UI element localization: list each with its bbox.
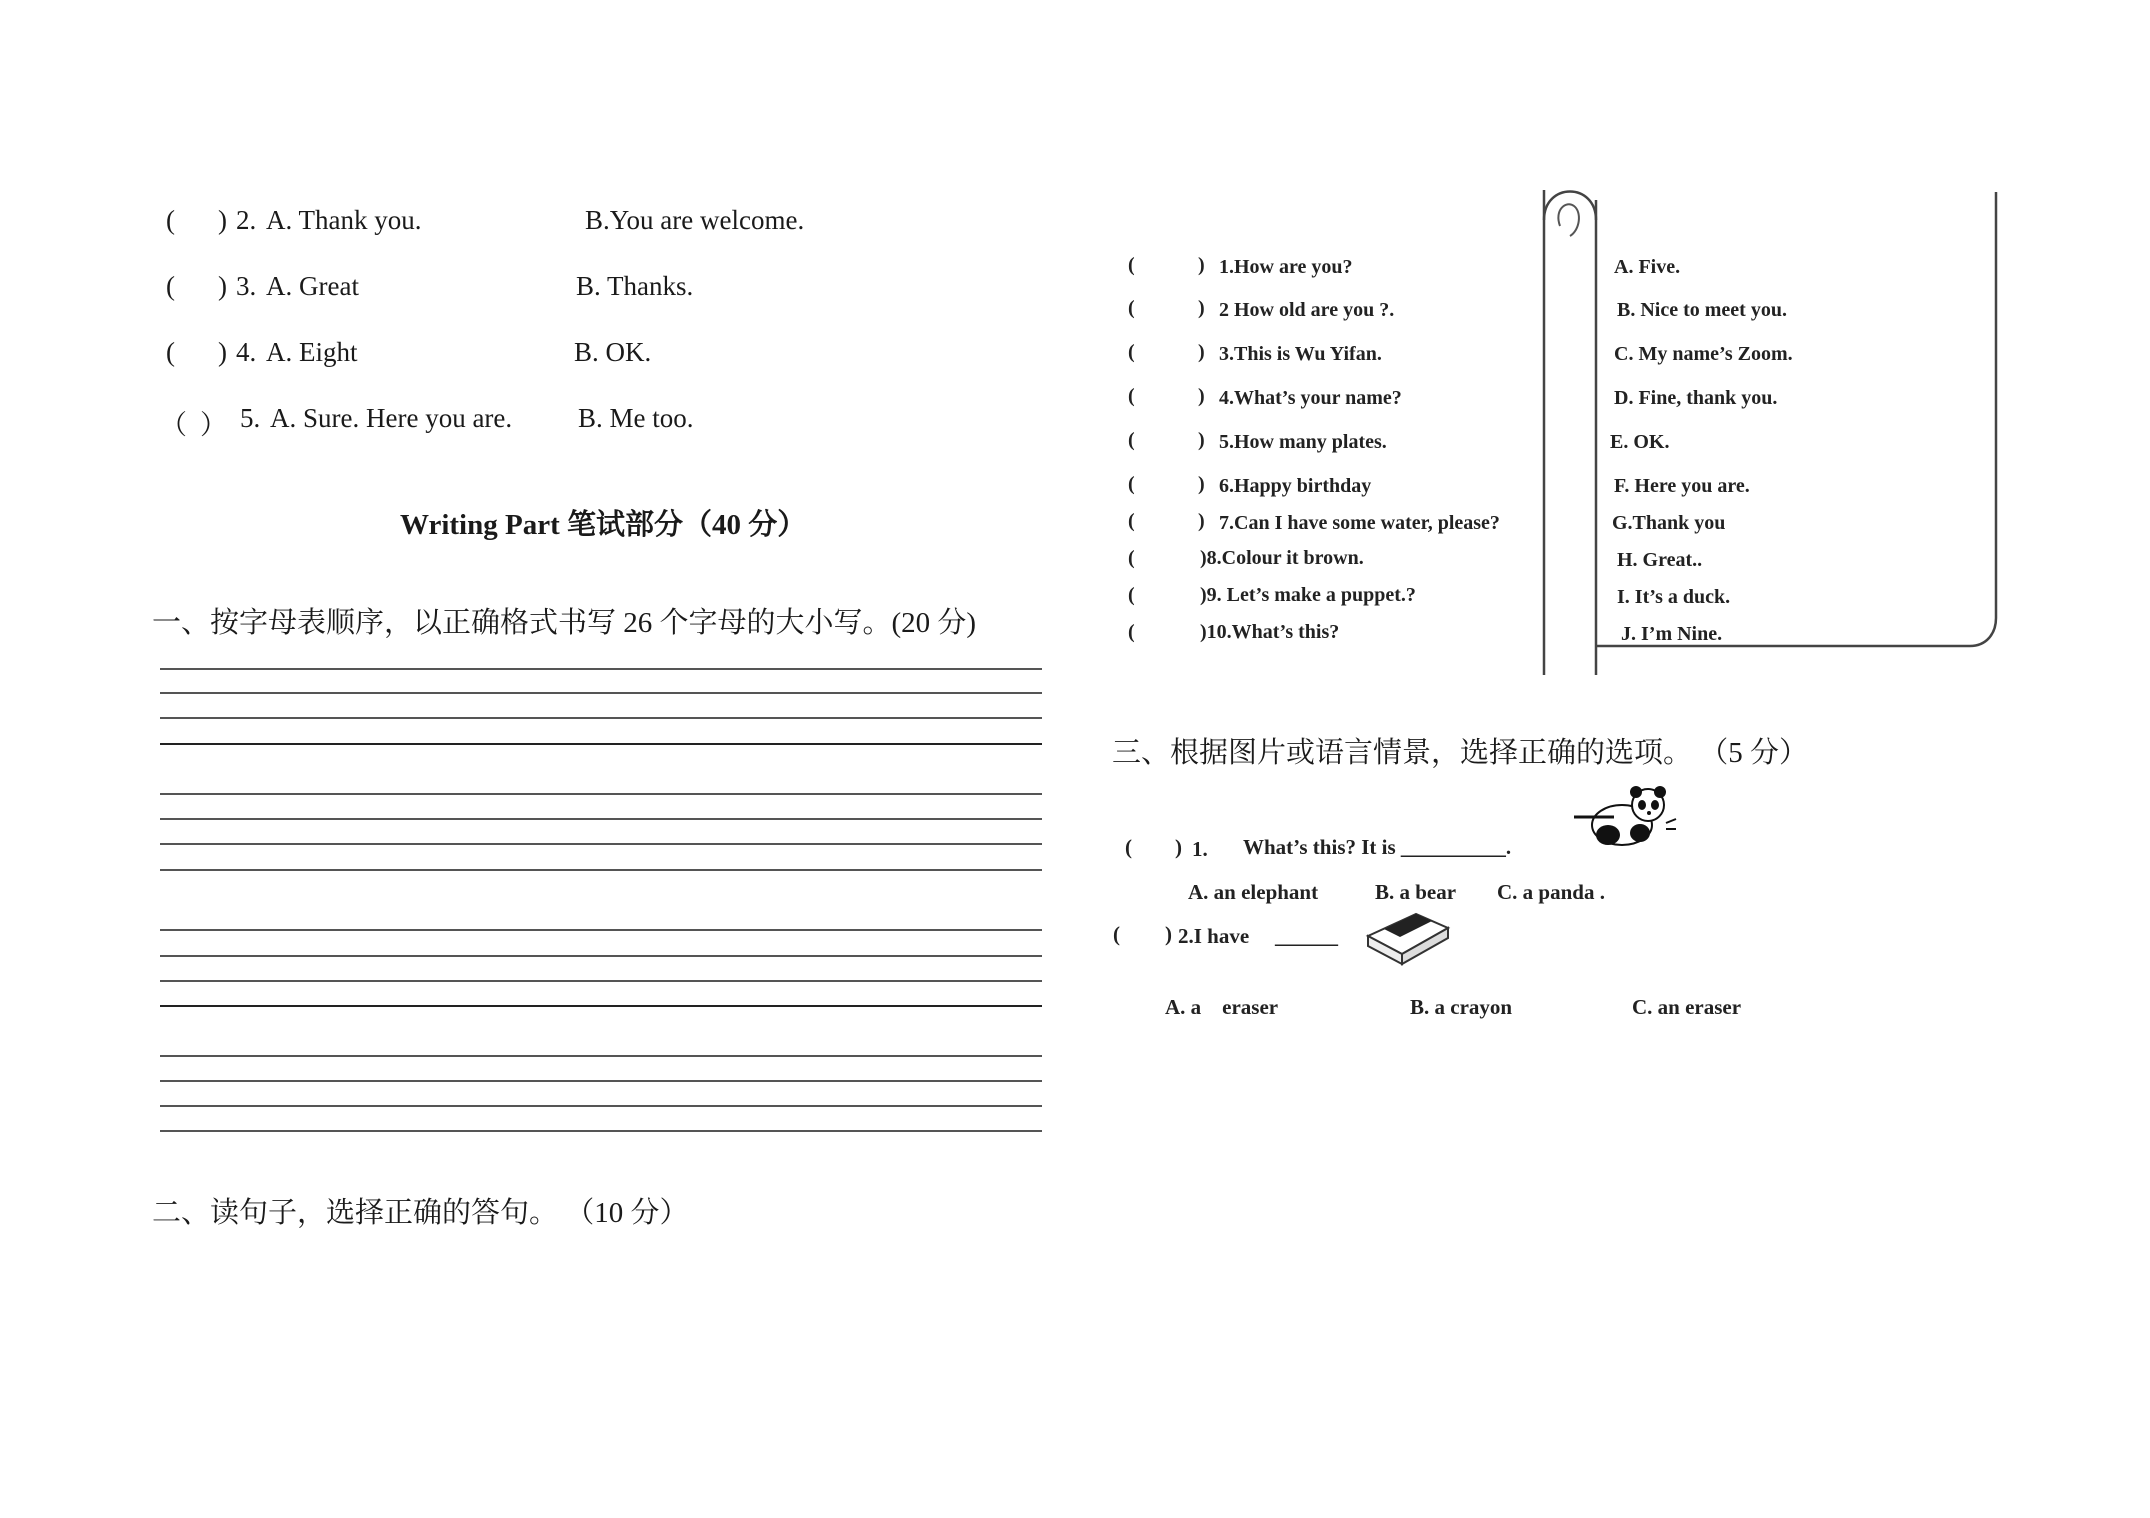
match-paren-open: (	[1128, 621, 1135, 643]
rule-line	[160, 1080, 1042, 1082]
match-paren-close: )	[1198, 254, 1205, 276]
option-a: A. Eight	[266, 337, 358, 367]
match-answer: J. I’m Nine.	[1621, 623, 1723, 645]
rule-line	[160, 980, 1042, 982]
match-answer: A. Five.	[1614, 256, 1681, 278]
answer-paren-open: (	[166, 337, 175, 367]
answer-paren-open: （	[160, 410, 187, 440]
option-a: A. Great	[266, 271, 359, 301]
rule-line	[160, 692, 1042, 694]
match-paren-open: (	[1128, 385, 1135, 407]
match-answer: F. Here you are.	[1614, 475, 1750, 497]
q1-paren-open: (	[1125, 835, 1132, 859]
scroll-frame-icon	[1530, 190, 2000, 680]
match-paren-close: )	[1198, 385, 1205, 407]
rule-line	[160, 1130, 1042, 1132]
option-b: B. Me too.	[578, 403, 694, 433]
question-number: 3.	[236, 271, 257, 301]
match-answer: G.Thank you	[1612, 512, 1726, 534]
panda-icon	[1570, 783, 1678, 855]
rule-line	[160, 843, 1042, 845]
question-number: 2.	[236, 205, 257, 235]
answer-paren-close: )	[218, 271, 227, 301]
match-answer: D. Fine, thank you.	[1614, 387, 1778, 409]
rule-line	[160, 869, 1042, 871]
q2-paren-close: )	[1165, 922, 1172, 946]
rule-line	[160, 1055, 1042, 1057]
match-paren-open: (	[1128, 297, 1135, 319]
q2-paren-open: (	[1113, 922, 1120, 946]
option-a: A. Thank you.	[266, 205, 422, 235]
match-paren-close: )	[1198, 341, 1205, 363]
q1-option-a: A. an elephant	[1188, 880, 1319, 904]
match-answer: B. Nice to meet you.	[1617, 299, 1787, 321]
match-paren-close: )	[1198, 510, 1205, 532]
match-question: 6.Happy birthday	[1219, 475, 1372, 497]
match-paren-close: )	[1198, 473, 1205, 495]
match-paren-open: (	[1128, 584, 1135, 606]
question-number: 4.	[236, 337, 257, 367]
option-b: B.You are welcome.	[585, 205, 805, 235]
match-answer: H. Great..	[1617, 549, 1703, 571]
match-paren-close: )	[1198, 297, 1205, 319]
option-a: A. Sure. Here you are.	[270, 403, 513, 433]
match-question: )10.What’s this?	[1200, 621, 1340, 643]
match-question: )8.Colour it brown.	[1200, 547, 1364, 569]
q2-text: 2.I have	[1178, 924, 1250, 948]
rule-line	[160, 1105, 1042, 1107]
rule-line	[160, 717, 1042, 719]
question-number: 5.	[240, 403, 261, 433]
q2-option-c: C. an eraser	[1632, 995, 1742, 1019]
match-answer: C. My name’s Zoom.	[1614, 343, 1793, 365]
match-paren-open: (	[1128, 473, 1135, 495]
answer-paren-close: )	[218, 205, 227, 235]
q1-option-b: B. a bear	[1375, 880, 1457, 904]
option-b: B. Thanks.	[576, 271, 694, 301]
match-question: 5.How many plates.	[1219, 431, 1387, 453]
rule-line	[160, 743, 1042, 745]
rule-line	[160, 929, 1042, 931]
q2-option-a: A. a eraser	[1165, 995, 1279, 1019]
match-paren-open: (	[1128, 254, 1135, 276]
eraser-icon	[1362, 906, 1452, 970]
q1-paren-close: )	[1175, 835, 1182, 859]
match-paren-open: (	[1128, 510, 1135, 532]
match-question: 1.How are you?	[1219, 256, 1353, 278]
rule-line	[160, 793, 1042, 795]
q1-number: 1.	[1192, 837, 1208, 861]
q1-text: What’s this? It is __________.	[1243, 835, 1512, 859]
match-answer: E. OK.	[1610, 431, 1670, 453]
rule-line	[160, 955, 1042, 957]
q2-blank: ______	[1275, 924, 1338, 948]
writing-part-title: Writing Part 笔试部分（40 分）	[400, 509, 807, 541]
match-question: 2 How old are you ?.	[1219, 299, 1395, 321]
rule-line	[160, 818, 1042, 820]
section3-title: 三、根据图片或语言情景，选择正确的选项。 （5 分）	[1112, 737, 1809, 769]
match-paren-open: (	[1128, 547, 1135, 569]
match-question: 4.What’s your name?	[1219, 387, 1402, 409]
answer-paren-open: (	[166, 271, 175, 301]
option-b: B. OK.	[574, 337, 652, 367]
rule-line	[160, 1005, 1042, 1007]
q2-option-b: B. a crayon	[1410, 995, 1513, 1019]
match-paren-open: (	[1128, 429, 1135, 451]
rule-line	[160, 668, 1042, 670]
answer-paren-close: ）	[200, 410, 227, 440]
q1-option-c: C. a panda .	[1497, 880, 1605, 904]
match-question: )9. Let’s make a puppet.?	[1200, 584, 1416, 606]
answer-paren-close: )	[218, 337, 227, 367]
match-answer: I. It’s a duck.	[1617, 586, 1731, 608]
section1-title: 一、按字母表顺序，以正确格式书写 26 个字母的大小写。(20 分)	[152, 607, 977, 639]
answer-paren-open: (	[166, 205, 175, 235]
match-question: 3.This is Wu Yifan.	[1219, 343, 1382, 365]
match-paren-open: (	[1128, 341, 1135, 363]
match-question: 7.Can I have some water, please?	[1219, 512, 1500, 534]
match-paren-close: )	[1198, 429, 1205, 451]
section2-title: 二、读句子，选择正确的答句。 （10 分）	[152, 1197, 689, 1229]
